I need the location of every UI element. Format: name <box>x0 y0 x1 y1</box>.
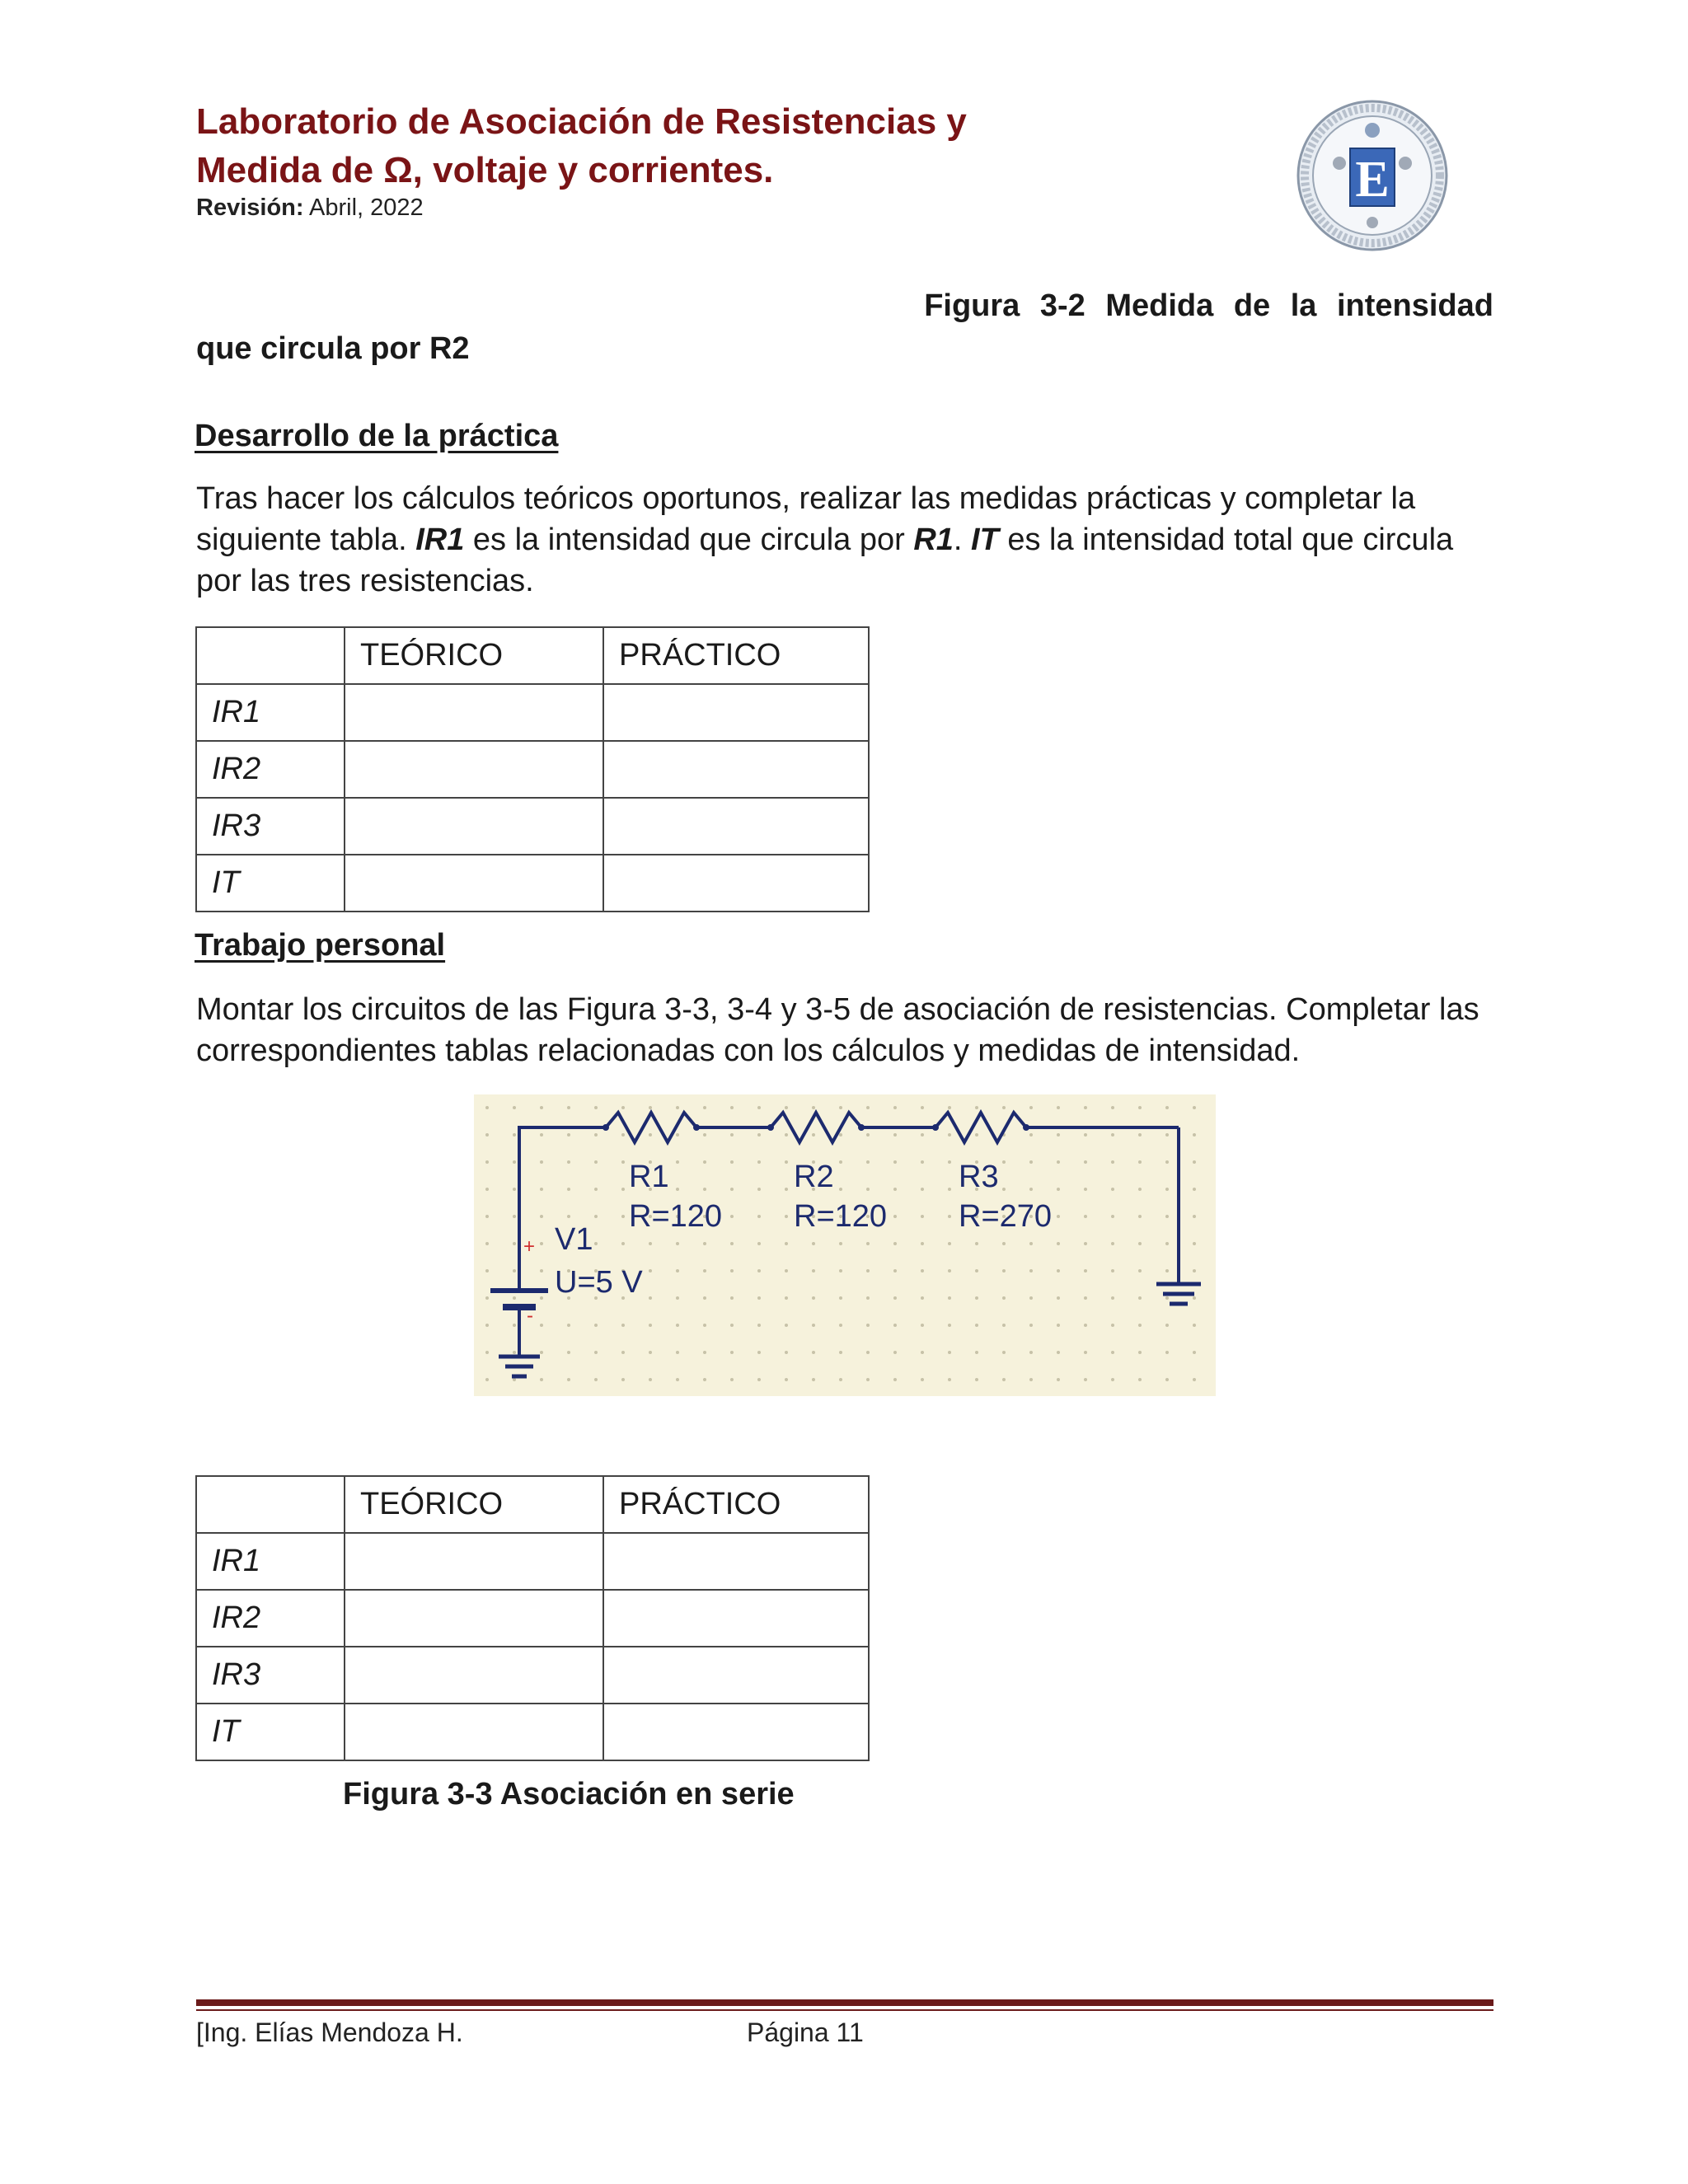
theoretical-cell[interactable] <box>345 1647 603 1704</box>
row-label: IR3 <box>196 798 345 855</box>
theoretical-cell[interactable] <box>345 684 603 741</box>
table-row <box>196 1533 869 1590</box>
theoretical-cell[interactable] <box>345 741 603 798</box>
table-header-row <box>196 627 869 684</box>
plus-sign: + <box>523 1235 536 1258</box>
revision-value: Abril, 2022 <box>309 194 424 221</box>
theoretical-cell[interactable] <box>345 855 603 912</box>
footer-rule-thin <box>196 2009 1493 2011</box>
theoretical-cell[interactable] <box>345 1533 603 1590</box>
table-header-cell <box>196 627 345 684</box>
table-row <box>196 1647 869 1704</box>
resistor-label: R2 <box>794 1160 834 1194</box>
it-term: IT <box>971 523 999 557</box>
table-header-cell: PRÁCTICO <box>603 627 869 684</box>
table-header-cell <box>196 1476 345 1533</box>
practical-cell[interactable] <box>603 1533 869 1590</box>
row-label: IT <box>196 1704 345 1760</box>
table-row <box>196 1704 869 1760</box>
row-label: IR2 <box>196 741 345 798</box>
institution-seal-logo <box>1294 97 1451 254</box>
desarrollo-text-2: es la intensidad que circula por <box>464 523 914 557</box>
r1-term: R1 <box>913 523 954 557</box>
title-line-2: Medida de Ω, voltaje y corrientes. <box>196 150 774 190</box>
table-row <box>196 798 869 855</box>
footer-author: [Ing. Elías Mendoza H. <box>196 2018 463 2047</box>
practical-cell[interactable] <box>603 741 869 798</box>
resistor-label: R1 <box>629 1160 669 1194</box>
table-row <box>196 684 869 741</box>
document-title <box>196 97 967 194</box>
footer-rule-thick <box>196 1999 1493 2006</box>
theoretical-cell[interactable] <box>345 798 603 855</box>
row-label: IT <box>196 855 345 912</box>
logo-letter: E <box>1355 152 1390 208</box>
practical-cell[interactable] <box>603 1647 869 1704</box>
table-header-cell: TEÓRICO <box>345 1476 603 1533</box>
desarrollo-text-3: . <box>953 523 972 557</box>
practical-cell[interactable] <box>603 798 869 855</box>
desarrollo-text-4: es la intensidad total que circula por las tres resistencias. <box>196 523 1454 598</box>
table-row <box>196 741 869 798</box>
resistor-value: R=120 <box>629 1199 723 1234</box>
measurement-table-2 <box>195 1475 870 1761</box>
source-value: U=5 V <box>555 1265 643 1300</box>
table-row <box>196 1590 869 1647</box>
revision-label: Revisión: <box>196 194 304 221</box>
title-line-1: Laboratorio de Asociación de Resistencias y <box>196 101 967 142</box>
figure-3-2-caption-continued: que circula por R2 <box>196 331 470 366</box>
table-header-cell: TEÓRICO <box>345 627 603 684</box>
row-label: IR1 <box>196 684 345 741</box>
practical-cell[interactable] <box>603 684 869 741</box>
practical-cell[interactable] <box>603 1590 869 1647</box>
measurement-table-1 <box>195 626 870 912</box>
desarrollo-heading: Desarrollo de la práctica <box>195 419 559 453</box>
revision-line <box>196 194 424 222</box>
resistor-value: R=270 <box>959 1199 1053 1234</box>
row-label: IR2 <box>196 1590 345 1647</box>
trabajo-heading: Trabajo personal <box>195 928 446 963</box>
theoretical-cell[interactable] <box>345 1590 603 1647</box>
table-header-row <box>196 1476 869 1533</box>
minus-sign: - <box>527 1305 533 1327</box>
row-label: IR3 <box>196 1647 345 1704</box>
series-circuit-schematic <box>474 1094 1216 1396</box>
trabajo-paragraph: Montar los circuitos de las Figura 3-3, 3-4 y 3-5 de asociación de resistencias. Completar las correspondientes tablas relacionadas con los cálculos y medidas de intensidad. <box>196 992 1479 1068</box>
ir1-term: IR1 <box>415 523 465 557</box>
practical-cell[interactable] <box>603 855 869 912</box>
desarrollo-paragraph <box>196 478 1498 602</box>
resistor-value: R=120 <box>794 1199 888 1234</box>
resistor-label: R3 <box>959 1160 999 1194</box>
figure-3-3-caption: Figura 3-3 Asociación en serie <box>343 1777 795 1811</box>
table-header-cell: PRÁCTICO <box>603 1476 869 1533</box>
table-row <box>196 855 869 912</box>
desarrollo-text-1: Tras hacer los cálculos teóricos oportunos, realizar las medidas prácticas y completar la siguiente tabla. <box>196 481 1416 557</box>
footer-page-number: Página 11 <box>747 2018 864 2047</box>
figure-3-2-caption: Figura 3-2 Medida de la intensidad <box>924 288 1493 323</box>
source-label: V1 <box>555 1222 593 1257</box>
row-label: IR1 <box>196 1533 345 1590</box>
practical-cell[interactable] <box>603 1704 869 1760</box>
theoretical-cell[interactable] <box>345 1704 603 1760</box>
